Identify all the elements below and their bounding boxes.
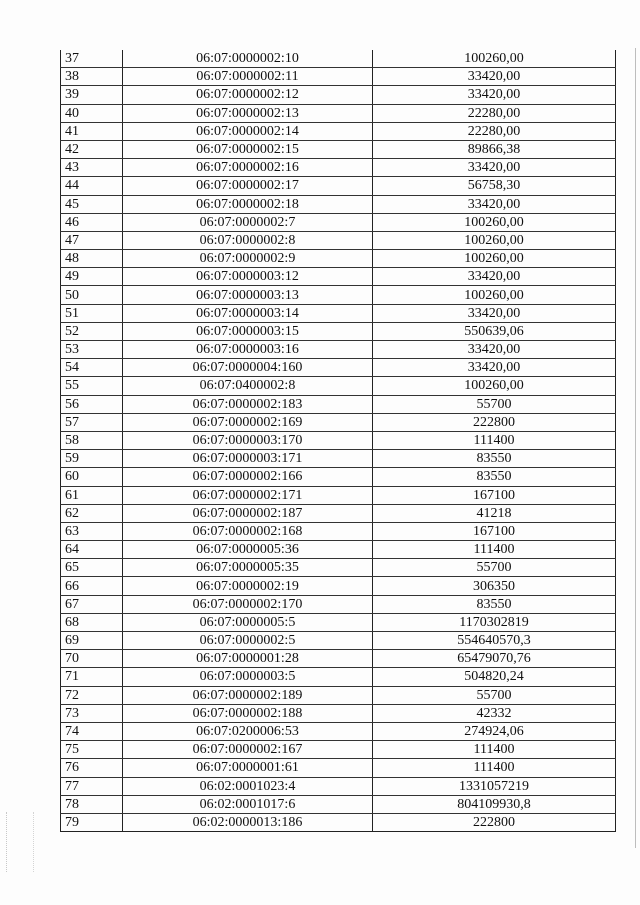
table-row xyxy=(61,759,616,777)
row-number-cell: 57 xyxy=(61,413,123,431)
cadastral-value-cell: 83550 xyxy=(373,595,616,613)
cadastral-value-cell: 111400 xyxy=(373,541,616,559)
cadastral-value-cell: 100260,00 xyxy=(373,250,616,268)
row-number-cell: 60 xyxy=(61,468,123,486)
table-row xyxy=(61,122,616,140)
cadastral-number-cell: 06:07:0000005:35 xyxy=(123,559,373,577)
cadastral-number-cell: 06:07:0000002:18 xyxy=(123,195,373,213)
row-number-cell: 78 xyxy=(61,795,123,813)
cadastral-number-cell: 06:07:0400002:8 xyxy=(123,377,373,395)
cadastral-number-cell: 06:07:0000002:10 xyxy=(123,50,373,68)
row-number-cell: 58 xyxy=(61,431,123,449)
table-row xyxy=(61,86,616,104)
row-number-cell: 67 xyxy=(61,595,123,613)
row-number-cell: 55 xyxy=(61,377,123,395)
table-row xyxy=(61,431,616,449)
row-number-cell: 63 xyxy=(61,522,123,540)
cadastral-number-cell: 06:07:0000005:36 xyxy=(123,541,373,559)
table-row xyxy=(61,286,616,304)
row-number-cell: 45 xyxy=(61,195,123,213)
row-number-cell: 46 xyxy=(61,213,123,231)
cadastral-value-cell: 33420,00 xyxy=(373,341,616,359)
cadastral-value-cell: 111400 xyxy=(373,431,616,449)
table-row xyxy=(61,413,616,431)
cadastral-number-cell: 06:07:0000001:28 xyxy=(123,650,373,668)
cadastral-number-cell: 06:07:0000002:9 xyxy=(123,250,373,268)
cadastral-number-cell: 06:07:0000002:166 xyxy=(123,468,373,486)
scan-margin-marks xyxy=(6,812,34,872)
cadastral-value-cell: 55700 xyxy=(373,395,616,413)
row-number-cell: 40 xyxy=(61,104,123,122)
table-row xyxy=(61,577,616,595)
row-number-cell: 79 xyxy=(61,813,123,831)
cadastral-number-cell: 06:07:0000002:16 xyxy=(123,159,373,177)
table-row xyxy=(61,213,616,231)
cadastral-number-cell: 06:07:0000002:11 xyxy=(123,68,373,86)
row-number-cell: 77 xyxy=(61,777,123,795)
table-row xyxy=(61,50,616,68)
cadastral-value-cell: 33420,00 xyxy=(373,304,616,322)
table-row xyxy=(61,650,616,668)
table-row xyxy=(61,541,616,559)
cadastral-number-cell: 06:07:0000002:5 xyxy=(123,632,373,650)
table-row xyxy=(61,395,616,413)
row-number-cell: 41 xyxy=(61,122,123,140)
row-number-cell: 38 xyxy=(61,68,123,86)
cadastral-value-cell: 222800 xyxy=(373,413,616,431)
cadastral-value-cell: 167100 xyxy=(373,486,616,504)
cadastral-number-cell: 06:07:0000003:14 xyxy=(123,304,373,322)
table-row xyxy=(61,195,616,213)
table-row xyxy=(61,686,616,704)
row-number-cell: 74 xyxy=(61,722,123,740)
table-row xyxy=(61,632,616,650)
cadastral-number-cell: 06:07:0000002:168 xyxy=(123,522,373,540)
table-row xyxy=(61,68,616,86)
cadastral-number-cell: 06:07:0000003:12 xyxy=(123,268,373,286)
row-number-cell: 71 xyxy=(61,668,123,686)
cadastral-number-cell: 06:07:0000002:183 xyxy=(123,395,373,413)
cadastral-number-cell: 06:07:0000002:19 xyxy=(123,577,373,595)
table-row xyxy=(61,359,616,377)
table-body xyxy=(61,50,616,832)
table-row xyxy=(61,231,616,249)
cadastral-value-cell: 41218 xyxy=(373,504,616,522)
cadastral-value-cell: 83550 xyxy=(373,468,616,486)
cadastral-value-cell: 274924,06 xyxy=(373,722,616,740)
table-row xyxy=(61,104,616,122)
cadastral-number-cell: 06:07:0000004:160 xyxy=(123,359,373,377)
cadastral-number-cell: 06:02:0001017:6 xyxy=(123,795,373,813)
cadastral-value-cell: 100260,00 xyxy=(373,231,616,249)
row-number-cell: 47 xyxy=(61,231,123,249)
cadastral-value-cell: 167100 xyxy=(373,522,616,540)
cadastral-value-cell: 550639,06 xyxy=(373,322,616,340)
cadastral-number-cell: 06:07:0000002:170 xyxy=(123,595,373,613)
cadastral-value-cell: 89866,38 xyxy=(373,140,616,158)
row-number-cell: 48 xyxy=(61,250,123,268)
row-number-cell: 49 xyxy=(61,268,123,286)
table-row xyxy=(61,450,616,468)
cadastral-number-cell: 06:07:0000002:167 xyxy=(123,741,373,759)
cadastral-value-cell: 100260,00 xyxy=(373,286,616,304)
table-row xyxy=(61,341,616,359)
row-number-cell: 39 xyxy=(61,86,123,104)
table-row xyxy=(61,741,616,759)
table-row xyxy=(61,504,616,522)
row-number-cell: 73 xyxy=(61,704,123,722)
cadastral-number-cell: 06:07:0000002:14 xyxy=(123,122,373,140)
row-number-cell: 66 xyxy=(61,577,123,595)
row-number-cell: 53 xyxy=(61,341,123,359)
cadastral-number-cell: 06:07:0000002:187 xyxy=(123,504,373,522)
cadastral-value-cell: 33420,00 xyxy=(373,359,616,377)
cadastral-value-cell: 100260,00 xyxy=(373,50,616,68)
cadastral-value-cell: 83550 xyxy=(373,450,616,468)
cadastral-value-cell: 55700 xyxy=(373,686,616,704)
cadastral-number-cell: 06:07:0000003:13 xyxy=(123,286,373,304)
cadastral-number-cell: 06:02:0000013:186 xyxy=(123,813,373,831)
table-row xyxy=(61,668,616,686)
cadastral-number-cell: 06:07:0000002:12 xyxy=(123,86,373,104)
row-number-cell: 52 xyxy=(61,322,123,340)
row-number-cell: 51 xyxy=(61,304,123,322)
cadastral-value-cell: 111400 xyxy=(373,759,616,777)
cadastral-value-cell: 554640570,3 xyxy=(373,632,616,650)
table-row xyxy=(61,722,616,740)
cadastral-number-cell: 06:07:0000002:188 xyxy=(123,704,373,722)
cadastral-number-cell: 06:07:0000003:15 xyxy=(123,322,373,340)
row-number-cell: 59 xyxy=(61,450,123,468)
cadastral-value-cell: 1170302819 xyxy=(373,613,616,631)
table-row xyxy=(61,177,616,195)
row-number-cell: 64 xyxy=(61,541,123,559)
table-row xyxy=(61,322,616,340)
cadastral-number-cell: 06:07:0000005:5 xyxy=(123,613,373,631)
table-row xyxy=(61,813,616,831)
cadastral-value-cell: 804109930,8 xyxy=(373,795,616,813)
row-number-cell: 44 xyxy=(61,177,123,195)
row-number-cell: 56 xyxy=(61,395,123,413)
table-row xyxy=(61,613,616,631)
row-number-cell: 37 xyxy=(61,50,123,68)
row-number-cell: 75 xyxy=(61,741,123,759)
cadastral-number-cell: 06:02:0001023:4 xyxy=(123,777,373,795)
cadastral-value-cell: 55700 xyxy=(373,559,616,577)
table-row xyxy=(61,304,616,322)
row-number-cell: 42 xyxy=(61,140,123,158)
cadastral-number-cell: 06:07:0000003:16 xyxy=(123,341,373,359)
table-row xyxy=(61,468,616,486)
cadastral-number-cell: 06:07:0000002:7 xyxy=(123,213,373,231)
table-row xyxy=(61,140,616,158)
cadastral-value-cell: 100260,00 xyxy=(373,377,616,395)
table-row xyxy=(61,486,616,504)
cadastral-number-cell: 06:07:0000003:5 xyxy=(123,668,373,686)
table-row xyxy=(61,522,616,540)
row-number-cell: 50 xyxy=(61,286,123,304)
cadastral-value-cell: 42332 xyxy=(373,704,616,722)
cadastral-value-table xyxy=(60,50,616,832)
table-row xyxy=(61,559,616,577)
row-number-cell: 43 xyxy=(61,159,123,177)
cadastral-number-cell: 06:07:0200006:53 xyxy=(123,722,373,740)
row-number-cell: 76 xyxy=(61,759,123,777)
row-number-cell: 72 xyxy=(61,686,123,704)
cadastral-value-cell: 33420,00 xyxy=(373,86,616,104)
cadastral-number-cell: 06:07:0000002:17 xyxy=(123,177,373,195)
cadastral-number-cell: 06:07:0000002:13 xyxy=(123,104,373,122)
cadastral-value-cell: 111400 xyxy=(373,741,616,759)
table-row xyxy=(61,795,616,813)
row-number-cell: 70 xyxy=(61,650,123,668)
cadastral-value-cell: 22280,00 xyxy=(373,122,616,140)
page-edge-line xyxy=(635,48,636,848)
cadastral-number-cell: 06:07:0000002:171 xyxy=(123,486,373,504)
cadastral-value-cell: 33420,00 xyxy=(373,268,616,286)
cadastral-value-cell: 56758,30 xyxy=(373,177,616,195)
row-number-cell: 54 xyxy=(61,359,123,377)
cadastral-value-cell: 504820,24 xyxy=(373,668,616,686)
cadastral-value-cell: 222800 xyxy=(373,813,616,831)
cadastral-number-cell: 06:07:0000002:8 xyxy=(123,231,373,249)
row-number-cell: 69 xyxy=(61,632,123,650)
cadastral-value-cell: 33420,00 xyxy=(373,68,616,86)
table-row xyxy=(61,268,616,286)
table-row xyxy=(61,250,616,268)
cadastral-value-cell: 306350 xyxy=(373,577,616,595)
cadastral-value-cell: 22280,00 xyxy=(373,104,616,122)
row-number-cell: 65 xyxy=(61,559,123,577)
cadastral-number-cell: 06:07:0000002:189 xyxy=(123,686,373,704)
cadastral-value-cell: 100260,00 xyxy=(373,213,616,231)
cadastral-value-cell: 65479070,76 xyxy=(373,650,616,668)
row-number-cell: 61 xyxy=(61,486,123,504)
row-number-cell: 68 xyxy=(61,613,123,631)
cadastral-value-cell: 33420,00 xyxy=(373,159,616,177)
cadastral-number-cell: 06:07:0000001:61 xyxy=(123,759,373,777)
cadastral-value-cell: 1331057219 xyxy=(373,777,616,795)
table-row xyxy=(61,777,616,795)
table-row xyxy=(61,704,616,722)
cadastral-number-cell: 06:07:0000003:170 xyxy=(123,431,373,449)
row-number-cell: 62 xyxy=(61,504,123,522)
cadastral-number-cell: 06:07:0000003:171 xyxy=(123,450,373,468)
cadastral-number-cell: 06:07:0000002:169 xyxy=(123,413,373,431)
table-row xyxy=(61,595,616,613)
table-row xyxy=(61,377,616,395)
table-row xyxy=(61,159,616,177)
cadastral-value-cell: 33420,00 xyxy=(373,195,616,213)
cadastral-number-cell: 06:07:0000002:15 xyxy=(123,140,373,158)
